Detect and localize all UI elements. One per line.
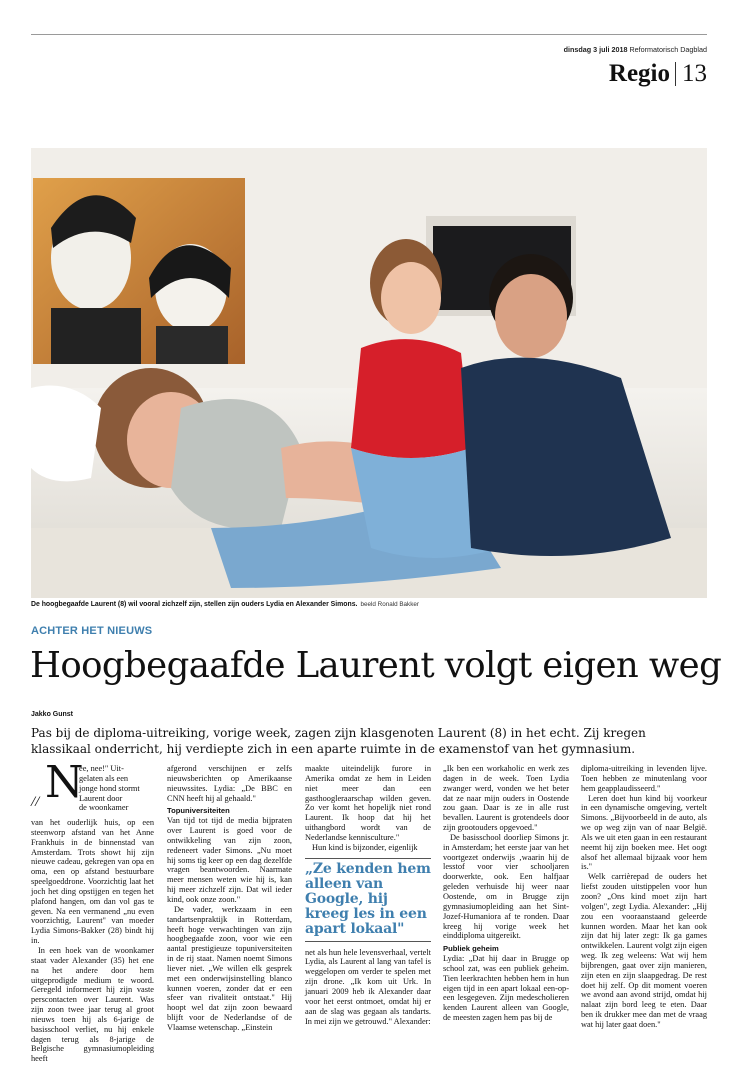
body-paragraph: Hun kind is bijzonder, eigenlijk [312,842,418,852]
body-paragraph: De vader, werkzaam in een tandartsenpraktijk in Rotterdam, heeft hoge verwachtingen van zijn hoogbegaafde zoon, voor wie een aantal prestigieuze topuniversiteiten in de rij staat. Namen noemt Simons liever niet. „We willen elk gesprek met een onderwijsinstelling blanco kunnen voeren, zonder dat er een sfeer van rivaliteit ontstaat." Hij hoopt wel dat zijn zoon bewaard blijft voor de Nederlandse of de Vlaamse wetenschap. „Einstein [167,904,292,1032]
body-paragraph: diploma-uitreiking in levenden lijve. Toen hebben ze minutenlang voor hem geapplaudisseerd." [581,764,707,793]
section-name: Regio [608,60,670,87]
subheading-publiek-geheim: Publiek geheim [443,944,499,954]
photo-caption [31,601,707,608]
column-2 [167,764,292,1033]
top-rule [31,34,707,35]
caption-text: De hoogbegaafde Laurent (8) wil vooral zichzelf zijn, stellen zijn ouders Lydia en Alexander Simons. [31,601,358,608]
subheading-topuniversiteiten: Topuniversiteiten [167,806,230,816]
column-3 [305,764,431,1026]
column-1 [31,757,154,1064]
issue-date: dinsdag 3 juli 2018 [563,45,628,54]
dropcap-line: ee, nee!" Uit- [79,764,124,773]
body-paragraph: Welk carrièrepad de ouders het liefst zouden uitstippelen voor hun zoon? „Ons kind moet zijn hart volgen", zegt Lydia. Alexander: „Hij zou een vooraanstaand geleerde kunnen worden. Maar het kan ook zijn dat hij later zegt: Ik ga games ontwikkelen. Laurent volgt zijn eigen weg. Ik zeg weleens: Wat wij hem bijbrengen, gaat over zijn manieren, zijn eten en zijn slaapgedrag. De rest doet hij zelf. Op dit moment voeren we avond aan avond strijd, omdat hij nalaat zijn bord leeg te eten. Daar ben ik drukker mee dan met de vraag wat hij later gaat doen." [581,872,707,1029]
dropcap-letter: N [45,757,84,808]
intro-paragraph: Pas bij de diploma-uitreiking, vorige week, zagen zijn klasgenoten Laurent (8) in het echt. Zij kregen klassikaal onderricht, hij verdiepte zich in een aparte ruimte in de examenstof van het gymnasium. [31,726,646,756]
dropcap-line: Laurent door [79,793,123,803]
family-photo-illustration [31,148,707,598]
dropcap-line: de woonkamer [79,803,129,813]
dropcap-line: gelaten als een [79,773,129,783]
dropcap-lines [79,764,154,813]
body-paragraph: Leren doet hun kind bij voorkeur in een dynamische omgeving, vertelt Simons. „Bijvoorbeeld in de auto, als we op weg zijn van of naar België. Als we uit eten gaan in een restaurant neemt hij zijn boeken mee. Het oogt alsof het allemaal bijzaak voor hem is." [581,793,707,872]
pull-quote-rule-bottom [305,941,431,942]
column-4 [443,764,569,1023]
article-photo [31,148,707,598]
page-number: 13 [682,60,707,87]
body-paragraph: net als hun hele levensverhaal, vertelt Lydia, als Laurent al lang van tafel is weggelopen om verder te spelen met zijn drone. „Ik kom uit Urk. In januari 2009 heb ik Alexander daar voor het eerst ontmoet, omdat hij er aan de slag was gegaan als tandarts. In mei zijn we getrouwd." Alexander: [305,947,431,1026]
body-paragraph: van het ouderlijk huis, op een steenworp afstand van het Anne Frankhuis in de binnenstad van Amsterdam. Trots showt hij zijn nieuwe cadeau, gekregen van opa en oma, een op afstand bestuurbare speelgoeddrone. Voorzichtig laat het joch het ding opstijgen en tegen het plafond hangen, om dan vol gas te geven. Na een vermanend „nu even voorzichtig, Laurent" van moeder Lydia Simons-Bakker (28) bindt hij in. [31,818,154,946]
column-5 [581,764,707,1030]
body-paragraph: Van tijd tot tijd de media bijpraten over Laurent is goed voor de ontwikkeling van zijn zoon, redeneert vader Simons. „Nu moet hij soms tig keer op een dag dezelfde vragen beantwoorden. Naarmate meer mensen weten wie hij is, kan hij meer zichzelf zijn. Dat wil ieder kind, ook onze zoon." [167,816,292,904]
dropcap-block [31,757,154,818]
body-paragraph: „Ik ben een workaholic en werk zes dagen in de week. Toen Lydia zwanger werd, vonden we het beter dat ze naar mijn ouders in Oostende zou gaan. Daar is ze in alle rust bevallen. Laurent is grotendeels door zijn grootouders opgevoed." [443,764,569,833]
byline: Jakko Gunst [31,711,74,718]
body-paragraph: maakte uiteindelijk furore in Amerika omdat ze hem in Leiden niet meer dan een gasthoogleraarschap wilden geven. Zo ver komt het hopelijk niet rond Laurent. Ik hoop dat hij het uithangbord wordt van de Nederlandse kennisculture." [305,764,431,842]
newspaper-name: Reformatorisch Dagblad [629,45,707,54]
dropcap-quote-mark: // [31,794,40,810]
dateline [564,45,707,54]
body-paragraph: Lydia: „Dat hij daar in Brugge op school zat, was een publiek geheim. Tien leerkrachten hebben hem in hun eigen tijd in een apart lokaal een-op-een lesgegeven. Zijn medescholieren kenden Laurent alleen van Google, de meesten zagen hem pas bij de [443,954,569,1023]
pull-quote: „Ze kenden hem alleen van Google, hij kreeg les in een apart lokaal" [305,860,431,937]
photo-credit: beeld Ronald Bakker [360,601,419,608]
section-divider [675,62,676,86]
body-paragraph: In een hoek van de woonkamer staat vader Alexander (35) het ene na het andere door hem uitgeprodigde medium te woord. Geregeld informeert hij zijn vaste perscontacten over Laurent. Was zijn zoon twee jaar terug al groot nieuws toen hij als 6-jarige de basisschool verliet, nu hij enkele dagen terug als 8-jarige de Belgische gymnasiumopleiding heeft [31,945,154,1064]
kicker: ACHTER HET NIEUWS [31,625,153,637]
body-paragraph: De basisschool doorliep Simons jr. in Amsterdam; het eerste jaar van het voortgezet onderwijs ‚waarin hij de lesstof voor vier schooljaren doorwerkte, ook. Een halfjaar geleden verhuisde hij weer naar Oostende, om in Brugge zijn gymnasiumopleiding aan het Sint-Jozef-Humaniora af te ronden. Daar kreeg hij vorige week het einddiploma uitgereikt. [443,832,569,941]
section-header [609,60,707,88]
pull-quote-rule-top [305,858,431,859]
body-paragraph: afgerond verschijnen er zelfs nieuwsberichten op Amerikaanse nieuwssites. Lydia: „De BBC en CNN heeft hij al gehaald." [167,764,292,803]
headline: Hoogbegaafde Laurent volgt eigen weg [30,645,722,686]
dropcap-line: jonge hond stormt [79,783,140,793]
